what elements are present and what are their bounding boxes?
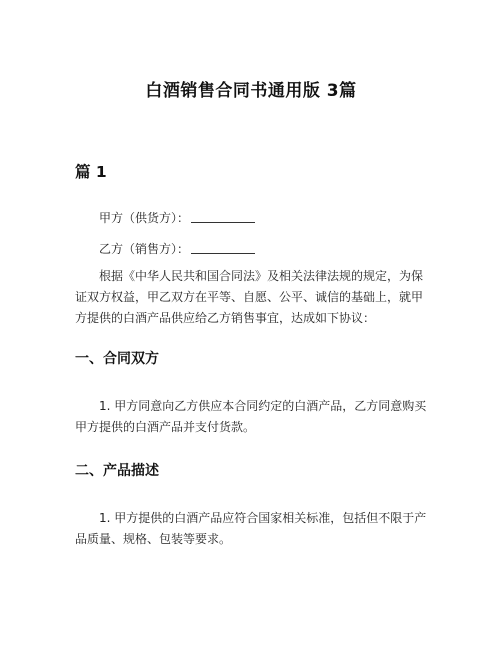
section-1-heading: 一、合同双方 (75, 351, 159, 367)
party-a-line (99, 209, 255, 226)
part-heading: 篇 1 (75, 163, 107, 181)
section-2-heading: 二、产品描述 (75, 463, 159, 479)
document-title: 白酒销售合同书通用版 3篇 (145, 81, 357, 101)
section-1-item-1 (75, 396, 430, 438)
section-2-item-1-text: 1. 甲方提供的白酒产品应符合国家相关标准，包括但不限于产品质量、规格、包装等要求。 (75, 511, 427, 546)
party-a-blank (191, 222, 255, 223)
intro-paragraph (75, 266, 430, 329)
party-b-blank (191, 253, 255, 254)
section-2-item-1 (75, 508, 430, 550)
party-b-line (99, 240, 255, 257)
party-a-label: 甲方（供货方）： (99, 211, 190, 225)
section-1-item-1-text: 1. 甲方同意向乙方供应本合同约定的白酒产品，乙方同意购买甲方提供的白酒产品并支付货款。 (75, 399, 427, 434)
party-b-label: 乙方（销售方）： (99, 242, 190, 256)
intro-text: 根据《中华人民共和国合同法》及相关法律法规的规定，为保证双方权益，甲乙双方在平等、自愿、公平、诚信的基础上，就甲方提供的白酒产品供应给乙方销售事宜，达成如下协议： (75, 269, 424, 325)
